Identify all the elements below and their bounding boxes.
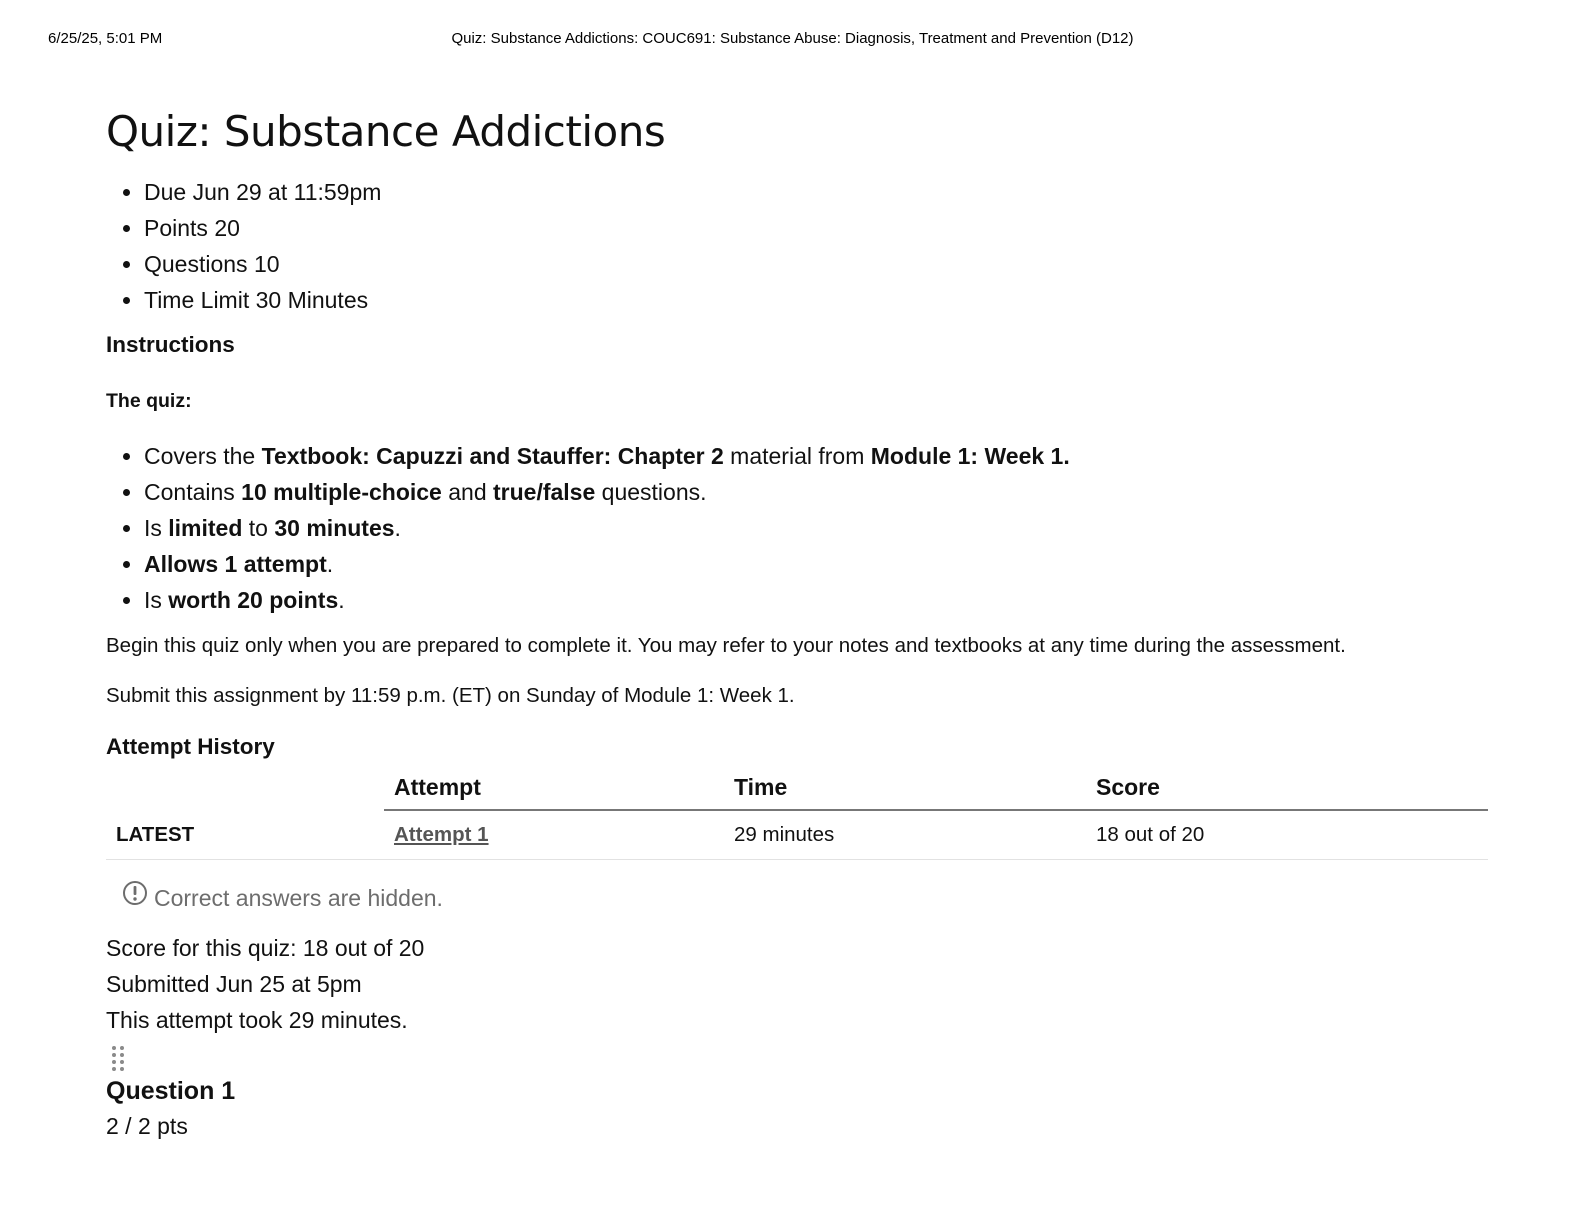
notice-text: Correct answers are hidden. xyxy=(154,885,443,911)
header-time: Time xyxy=(724,768,1086,810)
instructions-paragraph-begin: Begin this quiz only when you are prepared to complete it. You may refer to your notes and textbooks at any time during the assessment. xyxy=(106,634,1346,657)
print-header xyxy=(48,30,1536,52)
drag-handle-icon[interactable] xyxy=(110,1044,1496,1074)
rule-worth: • Is worth 20 points. xyxy=(144,582,1496,618)
instructions-paragraph-submit: Submit this assignment by 11:59 p.m. (ET) on Sunday of Module 1: Week 1. xyxy=(106,684,795,707)
quiz-meta-list xyxy=(106,174,1496,318)
meta-time-limit: • Time Limit 30 Minutes xyxy=(144,282,1496,318)
question-title: Question 1 xyxy=(106,1077,236,1105)
quiz-rules-list xyxy=(106,438,1496,618)
attempt-1-link[interactable]: Attempt 1 xyxy=(394,823,489,846)
rule-covers: • Covers the Textbook: Capuzzi and Stauffer: Chapter 2 material from Module 1: Week 1. xyxy=(144,438,1496,474)
attempt-time: 29 minutes xyxy=(724,810,1086,860)
attempt-history-table xyxy=(106,768,1488,860)
meta-due: • Due Jun 29 at 11:59pm xyxy=(144,174,1496,210)
correct-answers-hidden-notice xyxy=(122,880,1496,916)
header-score: Score xyxy=(1086,768,1488,810)
alert-circle-icon xyxy=(122,880,148,916)
attempt-score: 18 out of 20 xyxy=(1086,810,1488,860)
question-points: 2 / 2 pts xyxy=(106,1113,188,1139)
attempt-history-heading: Attempt History xyxy=(106,734,275,759)
rule-limited: • Is limited to 30 minutes. xyxy=(144,510,1496,546)
quiz-summary xyxy=(106,930,1496,1038)
attempt-cell xyxy=(384,810,724,860)
rule-contains: • Contains 10 multiple-choice and true/false questions. xyxy=(144,474,1496,510)
duration-summary: This attempt took 29 minutes. xyxy=(106,1007,408,1033)
meta-points: • Points 20 xyxy=(144,210,1496,246)
rule-attempts: • Allows 1 attempt. xyxy=(144,546,1496,582)
header-attempt: Attempt xyxy=(384,768,724,810)
table-row xyxy=(106,810,1488,860)
table-header-row xyxy=(106,768,1488,810)
print-title: Quiz: Substance Addictions: COUC691: Substance Abuse: Diagnosis, Treatment and Prevention (D12) xyxy=(451,30,1134,47)
header-blank xyxy=(106,768,384,810)
quiz-content xyxy=(106,100,1496,1144)
instructions-heading: Instructions xyxy=(106,332,235,357)
submitted-summary: Submitted Jun 25 at 5pm xyxy=(106,971,362,997)
latest-label: LATEST xyxy=(106,810,384,860)
page-title: Quiz: Substance Addictions xyxy=(106,107,666,156)
quiz-label: The quiz: xyxy=(106,390,192,412)
meta-questions: • Questions 10 xyxy=(144,246,1496,282)
print-date: 6/25/25, 5:01 PM xyxy=(48,30,163,47)
score-summary: Score for this quiz: 18 out of 20 xyxy=(106,935,425,961)
